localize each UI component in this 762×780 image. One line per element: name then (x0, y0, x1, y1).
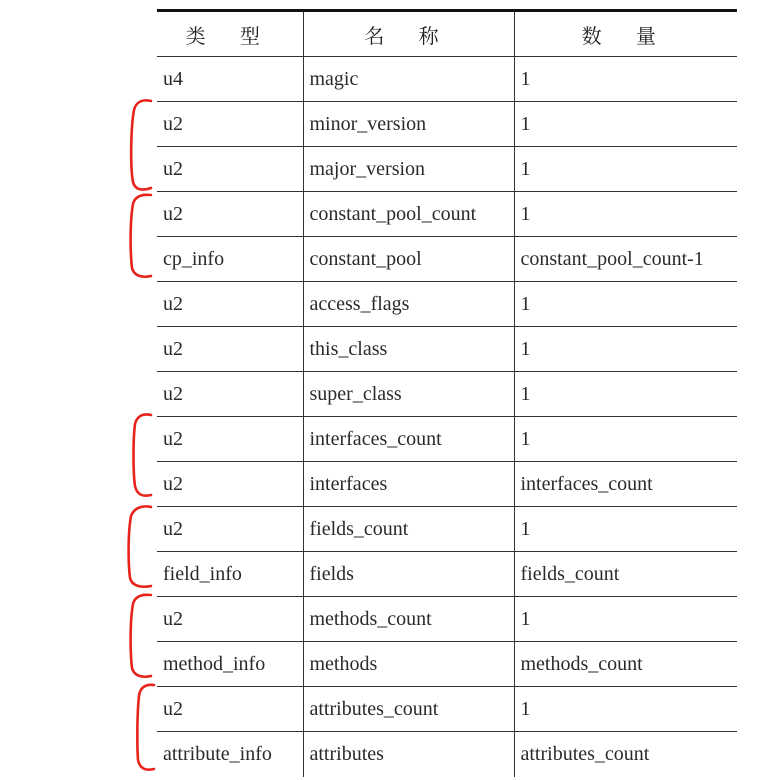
table-row (157, 642, 737, 687)
cell-type: u2 (157, 417, 303, 462)
cell-type: u4 (157, 57, 303, 102)
cell-count: 1 (514, 147, 737, 192)
cell-name: interfaces (303, 462, 514, 507)
cell-count: interfaces_count (514, 462, 737, 507)
cell-type: u2 (157, 327, 303, 372)
cell-type: u2 (157, 192, 303, 237)
cell-count: 1 (514, 57, 737, 102)
cell-type: field_info (157, 552, 303, 597)
cell-count: attributes_count (514, 732, 737, 777)
constant-pool-group-bracket (118, 190, 158, 282)
attributes-group-bracket (124, 680, 160, 776)
cell-type: u2 (157, 462, 303, 507)
table-row (157, 507, 737, 552)
cell-name: methods_count (303, 597, 514, 642)
table-row (157, 372, 737, 417)
table-row (157, 417, 737, 462)
cell-count: 1 (514, 417, 737, 462)
cell-type: method_info (157, 642, 303, 687)
table-row (157, 237, 737, 282)
header-count: 数 量 (514, 11, 737, 57)
cell-count: 1 (514, 102, 737, 147)
cell-name: fields_count (303, 507, 514, 552)
table-row (157, 552, 737, 597)
cell-type: u2 (157, 372, 303, 417)
cell-name: fields (303, 552, 514, 597)
interfaces-group-bracket (120, 410, 158, 502)
fields-group-bracket (116, 502, 158, 592)
cell-type: u2 (157, 687, 303, 732)
cell-type: u2 (157, 102, 303, 147)
class-file-structure-table (157, 9, 737, 777)
cell-count: methods_count (514, 642, 737, 687)
cell-type: u2 (157, 147, 303, 192)
header-name: 名 称 (303, 11, 514, 57)
table-row (157, 597, 737, 642)
table-row (157, 57, 737, 102)
cell-name: minor_version (303, 102, 514, 147)
table-row (157, 462, 737, 507)
cell-type: u2 (157, 597, 303, 642)
methods-group-bracket (118, 590, 158, 682)
cell-type: u2 (157, 507, 303, 552)
cell-name: methods (303, 642, 514, 687)
table-row (157, 102, 737, 147)
table-row (157, 327, 737, 372)
cell-name: magic (303, 57, 514, 102)
table-row (157, 687, 737, 732)
cell-name: attributes (303, 732, 514, 777)
cell-name: major_version (303, 147, 514, 192)
cell-name: access_flags (303, 282, 514, 327)
cell-count: 1 (514, 372, 737, 417)
class-file-structure-table-container (157, 9, 737, 777)
header-type: 类 型 (157, 11, 303, 57)
cell-name: constant_pool_count (303, 192, 514, 237)
cell-count: 1 (514, 507, 737, 552)
cell-count: 1 (514, 282, 737, 327)
cell-count: fields_count (514, 552, 737, 597)
cell-type: u2 (157, 282, 303, 327)
cell-name: attributes_count (303, 687, 514, 732)
cell-count: 1 (514, 327, 737, 372)
cell-name: super_class (303, 372, 514, 417)
cell-count: 1 (514, 192, 737, 237)
cell-count: 1 (514, 687, 737, 732)
cell-type: attribute_info (163, 742, 272, 765)
table-row (157, 282, 737, 327)
table-row (157, 732, 737, 777)
version-group-bracket (118, 96, 158, 196)
cell-name: this_class (303, 327, 514, 372)
cell-name: interfaces_count (303, 417, 514, 462)
table-header-row (157, 11, 737, 57)
cell-count: constant_pool_count-1 (514, 237, 737, 282)
table-row (157, 147, 737, 192)
cell-count: 1 (514, 597, 737, 642)
cell-type: cp_info (157, 237, 303, 282)
table-row (157, 192, 737, 237)
cell-name: constant_pool (303, 237, 514, 282)
